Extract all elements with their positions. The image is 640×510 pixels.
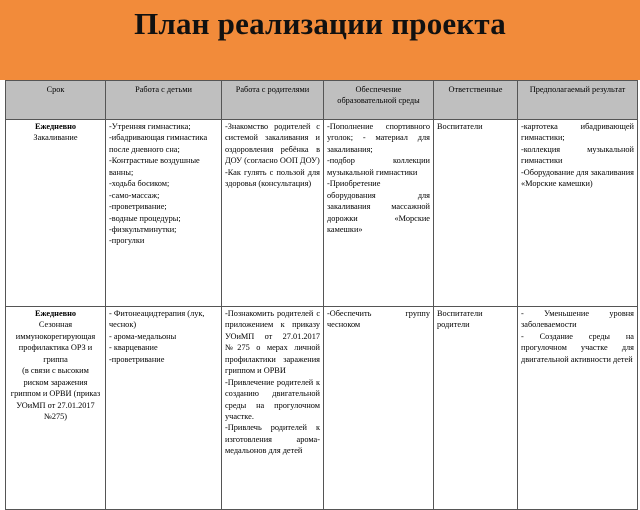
children-item: -ходьба босиком;	[109, 179, 170, 189]
result-item: -картотека ибадривающей гимнастики;	[521, 122, 634, 143]
parents-cell	[222, 307, 324, 510]
header-result: Предполагаемый результат	[518, 81, 638, 120]
parents-item: -Познакомить родителей с приложением к приказу УОиМП от 27.01.2017 №275 о мерах личной профилактики заражения гриппом и ОРВИ	[225, 309, 320, 376]
result-cell	[518, 307, 638, 510]
responsible-cell	[434, 307, 518, 510]
children-cell	[106, 307, 222, 510]
table-header-row	[6, 81, 638, 120]
environment-cell	[324, 307, 434, 510]
result-cell	[518, 120, 638, 307]
term-heading: Ежедневно	[34, 309, 77, 318]
children-item: -прогулки	[109, 236, 145, 246]
parents-item: -Привлечь родителей к изготовления арома-медальонов для детей	[225, 423, 320, 456]
children-item: - Фитонеацидтерапия (лук, чеснок)	[109, 309, 205, 330]
page-title: План реализации проекта	[134, 6, 506, 41]
children-item: -ибадривающая гимнастика после дневного сна;	[109, 133, 208, 154]
children-item: -водные процедуры;	[109, 213, 181, 223]
term-line: Сезонная иммунокорегирующая профилактика ОРЗ и гриппа	[15, 320, 96, 364]
responsible-item: Воспитатели	[437, 122, 483, 131]
children-item: -проветривание	[109, 354, 165, 364]
environment-item: -Приобретение оборудования для закаливания массажной дорожки «Морские камешки»	[327, 179, 430, 234]
environment-item: -подбор коллекции музыкальной гимнастики	[327, 156, 430, 177]
children-cell	[106, 120, 222, 307]
result-item: - Уменьшение уровня заболеваемости	[521, 309, 634, 330]
term-line: (в связи с высоким риском заражения гриппом и ОРВИ (приказ УОиМП от 27.01.2017 №275)	[10, 366, 101, 421]
environment-item: -Пополнение спортивного уголок; - материал для закаливания;	[327, 122, 430, 154]
parents-item: -Знакомство родителей с системой закаливания и оздоровления ребёнка в ДОУ (согласно ООП ДОУ)	[225, 122, 320, 166]
children-item: - арома-медальоны	[109, 331, 177, 341]
table-row	[6, 307, 638, 510]
project-plan-table	[5, 80, 638, 510]
parents-cell	[222, 120, 324, 307]
header-children: Работа с детьми	[106, 81, 222, 120]
header-responsible: Ответственные	[434, 81, 518, 120]
environment-item: -Обеспечить группу чесноком	[327, 309, 430, 330]
children-item: -Утренняя гимнастика;	[109, 122, 191, 131]
term-line: Закаливание	[33, 133, 78, 143]
term-cell	[6, 120, 106, 307]
environment-cell	[324, 120, 434, 307]
children-item: -физкультминутки;	[109, 224, 177, 234]
result-item: -коллекция музыкальной гимнастики	[521, 144, 634, 166]
result-item: - Создание среды на прогулочном участке для двигательной активности детей	[521, 331, 634, 364]
result-item: -Оборудование для закаливания «Морские камешки)	[521, 167, 634, 189]
term-heading: Ежедневно	[34, 122, 77, 131]
term-cell	[6, 307, 106, 510]
table-row	[6, 120, 638, 307]
parents-item: -Как гулять с пользой для здоровья (консультация)	[225, 167, 320, 189]
header-parents: Работа с родителями	[222, 81, 324, 120]
children-item: - кварцевание	[109, 343, 158, 353]
header-environment: Обеспечение образовательной среды	[324, 81, 434, 120]
header-term: Срок	[6, 81, 106, 120]
children-item: -само-массаж;	[109, 190, 160, 200]
parents-item: -Привлечение родителей к созданию двигательной среды на прогулочном участке.	[225, 377, 320, 421]
responsible-item: Воспитатели родители	[437, 309, 483, 330]
children-item: -проветривание;	[109, 202, 167, 212]
children-item: -Контрастные воздушные ванны;	[109, 156, 200, 177]
responsible-cell	[434, 120, 518, 307]
